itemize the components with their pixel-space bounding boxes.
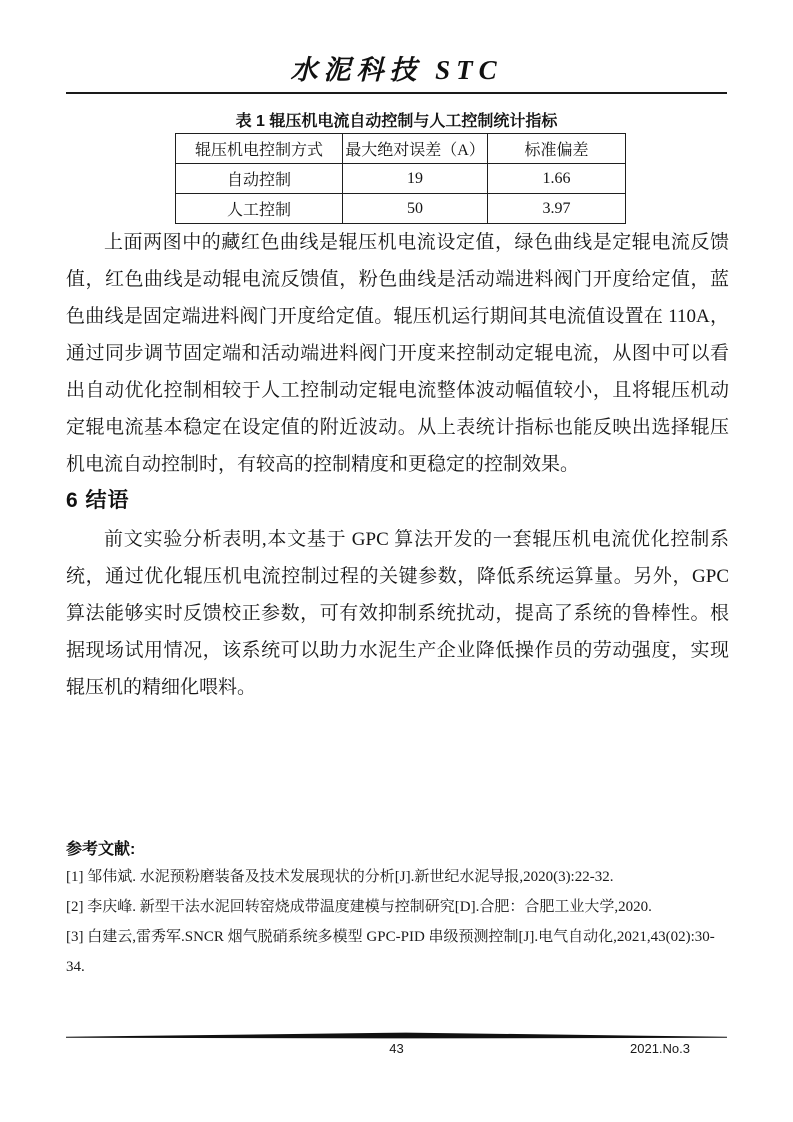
table-caption: 表 1 辊压机电流自动控制与人工控制统计指标 [235,113,558,130]
journal-title: 水泥科技 STC [290,55,503,85]
header-rule [66,92,727,94]
cell-std-dev: 3.97 [488,194,626,224]
table-row [176,164,626,194]
col-header-std-dev: 标准偏差 [488,134,626,164]
paragraph-conclusion: 前文实验分析表明,本文基于 GPC 算法开发的一套辊压机电流优化控制系统，通过优化辊压机电流控制过程的关键参数，降低系统运算量。另外，GPC 算法能够实时反馈校正参数，可有效抑制系统扰动，提高了系统的鲁棒性。根据现场试用情况，该系统可以助力水泥生产企业降低操作员的劳动强度，实现辊压机的精细化喂料。 [66,529,729,698]
col-header-max-abs-error: 最大绝对误差（A） [343,134,488,164]
footer-issue-label: 2021.No.3 [630,1041,690,1056]
reference-item: [2] 李庆峰. 新型干法水泥回转窑烧成带温度建模与控制研究[D].合肥：合肥工业大学,2020. [66,899,652,915]
table-header-row [176,134,626,164]
table-row [176,194,626,224]
paragraph-curve-analysis: 上面两图中的藏红色曲线是辊压机电流设定值，绿色曲线是定辊电流反馈值，红色曲线是动辊电流反馈值，粉色曲线是活动端进料阀门开度给定值，蓝色曲线是固定端进料阀门开度给定值。辊压机运行期间其电流值设置在 110A，通过同步调节固定端和活动端进料阀门开度来控制动定辊电流，从图中可以看出自动优化控制相较于人工控制动定辊电流整体波动幅值较小，且将辊压机动定辊电流基本稳定在设定值的附近波动。从上表统计指标也能反映出选择辊压机电流自动控制时，有较高的控制精度和更稳定的控制效果。 [66,232,729,475]
footer-tapered-rule [66,1032,727,1040]
cell-std-dev: 1.66 [488,164,626,194]
reference-item: [3] 白建云,雷秀军.SNCR 烟气脱硝系统多模型 GPC-PID 串级预测控制[J].电气自动化,2021,43(02):30-34. [66,929,715,975]
cell-mode: 自动控制 [176,164,343,194]
references-heading: 参考文献: [66,841,136,858]
cell-max-abs-error: 50 [343,194,488,224]
references-list [66,862,731,982]
reference-item: [1] 邹伟斌. 水泥预粉磨装备及技术发展现状的分析[J].新世纪水泥导报,2020(3):22-32. [66,869,614,885]
section-heading-conclusion: 6 结语 [66,489,130,512]
cell-max-abs-error: 19 [343,164,488,194]
cell-mode: 人工控制 [176,194,343,224]
col-header-control-mode: 辊压机电控制方式 [176,134,343,164]
stats-table [175,133,626,224]
footer-page-number: 43 [389,1041,404,1056]
